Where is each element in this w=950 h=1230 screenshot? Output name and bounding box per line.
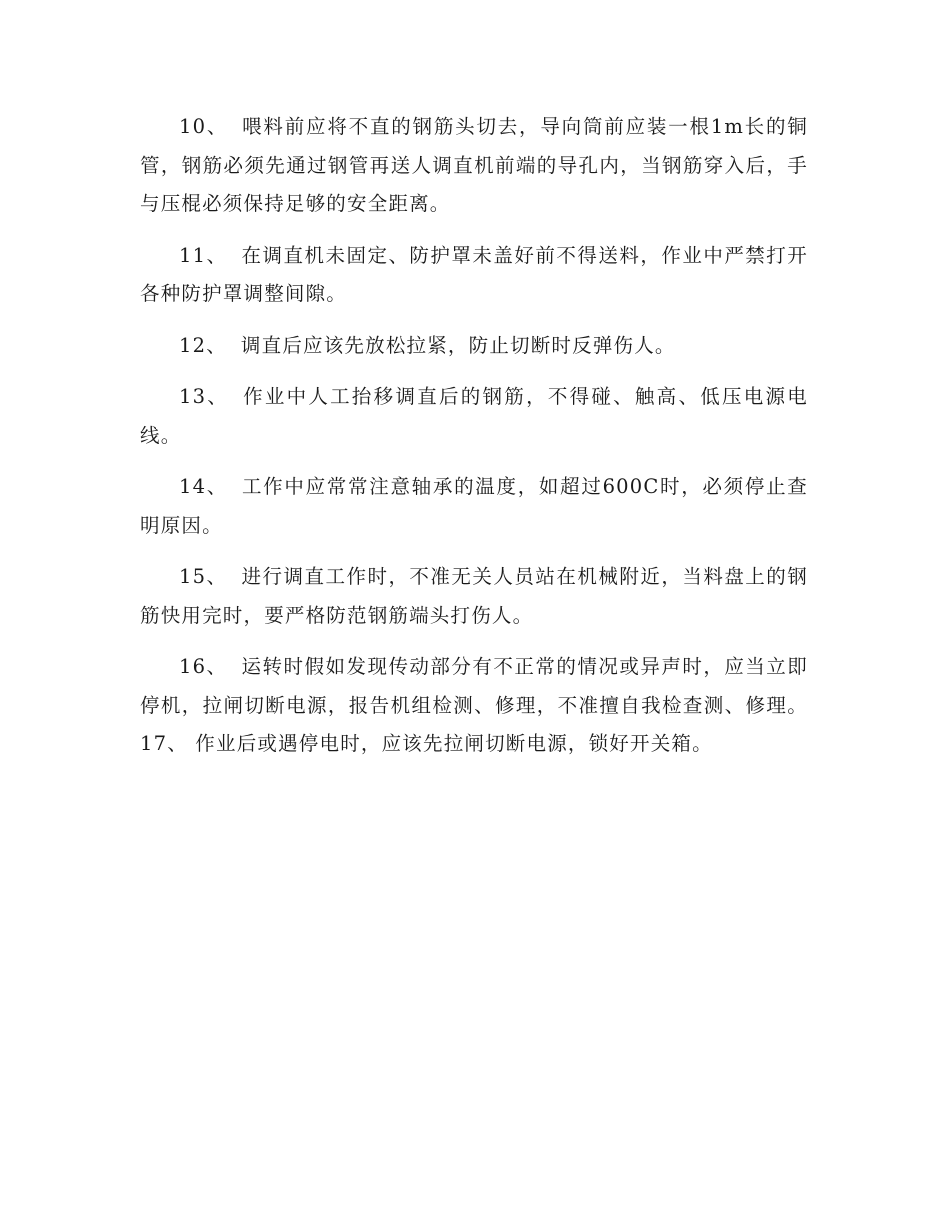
item-number: 10、 (179, 115, 229, 138)
item-number: 12、 (179, 333, 227, 357)
paragraph-15 (140, 558, 808, 635)
document-body (140, 108, 808, 777)
paragraph-text: 喂料前应将不直的钢筋头切去，导向筒前应装一根1m长的铜管，钢筋必须先通过钢管再送人调直机前端的导孔内，当钢筋穿入后，手与压棍必须保持足够的安全距离。 (140, 115, 808, 215)
paragraph-13 (140, 378, 808, 455)
paragraph-text: 运转时假如发现传动部分有不正常的情况或异声时，应当立即停机，拉闸切断电源，报告机组检测、修理，不准擅自我检查测、修理。17、 作业后或遇停电时，应该先拉闸切断电源，锁好开关箱。 (140, 655, 808, 755)
paragraph-14 (140, 468, 808, 545)
paragraph-12 (140, 327, 808, 366)
paragraph-text: 调直后应该先放松拉紧，防止切断时反弹伤人。 (240, 333, 676, 357)
item-number: 15、 (179, 565, 228, 588)
item-number: 16、 (179, 655, 228, 678)
item-number: 13、 (179, 385, 230, 408)
item-number: 11、 (179, 243, 228, 267)
item-number: 14、 (179, 475, 228, 498)
paragraph-16 (140, 648, 808, 764)
paragraph-text: 在调直机未固定、防护罩未盖好前不得送料，作业中严禁打开各种防护罩调整间隙。 (140, 243, 808, 305)
paragraph-text: 进行调直工作时，不准无关人员站在机械附近，当料盘上的钢筋快用完时，要严格防范钢筋端头打伤人。 (140, 565, 808, 627)
paragraph-10 (140, 108, 808, 224)
paragraph-text: 作业中人工抬移调直后的钢筋，不得碰、触高、低压电源电线。 (140, 385, 808, 447)
paragraph-11 (140, 237, 808, 314)
paragraph-text: 工作中应常常注意轴承的温度，如超过600C时，必须停止查明原因。 (140, 475, 808, 537)
